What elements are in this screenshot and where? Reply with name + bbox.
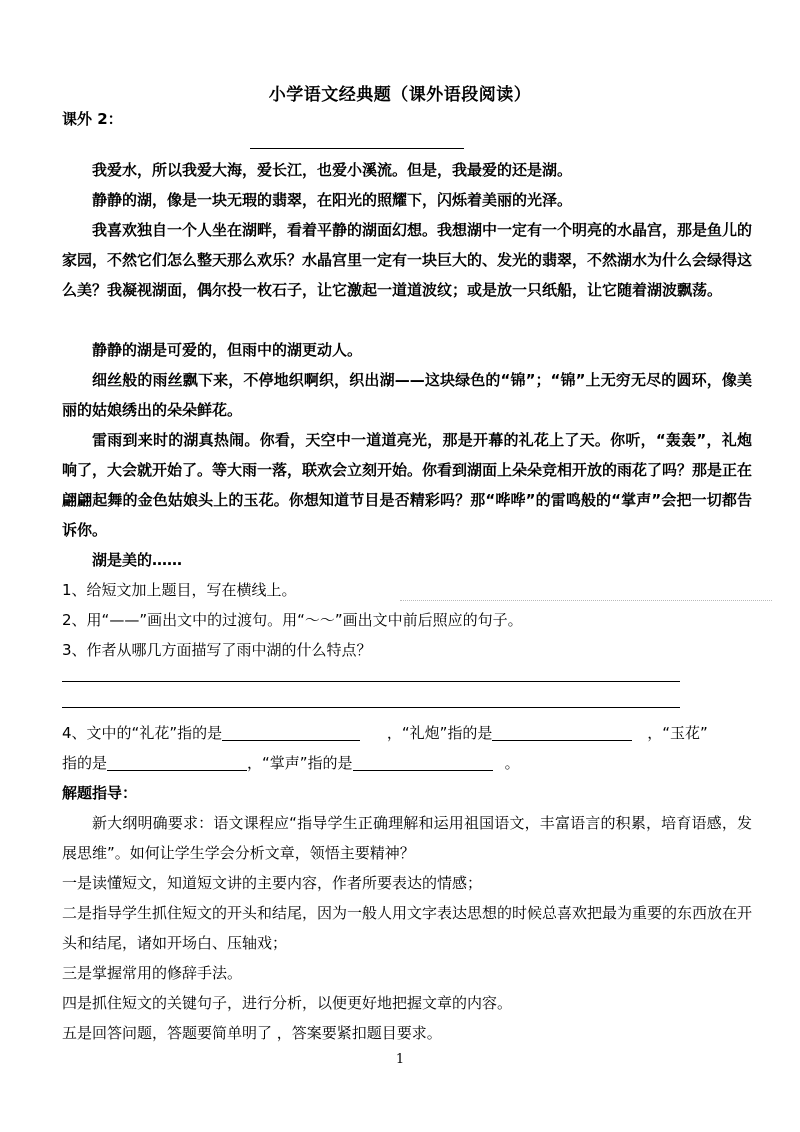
question-1: 1、给短文加上题目，写在横线上。 [62,581,297,599]
blank-lipao [492,722,632,741]
question-4-part-f: 。 [504,754,520,772]
question-3: 3、作者从哪几方面描写了雨中湖的什么特点？ [62,641,372,659]
question-4-part-e: ，“掌声”指的是 [247,754,353,772]
passage-paragraph-6: 雷雨到来时的湖真热闹。你看，天空中一道道亮光，那是开幕的礼花上了天。你听，“轰轰”，礼炮响了，大会就开始了。等大雨一落，联欢会立刻开始。你看到湖面上朵朵竞相开放的雨花了吗？那是正在翩翩起舞的金色姑娘头上的玉花。你想知道节目是否精彩吗？那“哗哗”的雷鸣般的“掌声”会把一切都告诉你。 [62,431,753,539]
blank-lihua [222,722,360,741]
blank-yuhua [107,752,247,771]
question-4-continued [62,748,752,778]
guide-point-3: 三是掌握常用的修辞手法。 [62,964,243,982]
passage-paragraph-4: 静静的湖是可爱的，但雨中的湖更动人。 [92,341,363,359]
passage-paragraph-1: 我爱水，所以我爱大海，爱长江，也爱小溪流。但是，我最爱的还是湖。 [92,161,573,179]
passage-paragraph-5: 细丝般的雨丝飘下来，不停地织啊织，织出湖——这块绿色的“锦”；“锦”上无穷无尽的圆环，像美丽的姑娘绣出的朵朵鲜花。 [62,371,752,419]
answer-line-2 [62,707,680,708]
section-label: 课外 2： [62,110,123,128]
answer-line-1 [62,681,680,682]
question-4 [62,718,752,748]
page-number: 1 [395,1052,405,1067]
guide-point-2: 二是指导学生抓住短文的开头和结尾，因为一般人用文字表达思想的时候总喜欢把最为重要的东西放在开头和结尾，诸如开场白、压轴戏； [62,904,753,952]
question-4-part-d: 指的是 [62,754,108,772]
blank-zhangsheng [353,752,493,771]
guide-point-5: 五是回答问题，答题要简单明了 ，答案要紧扣题目要求。 [62,1024,442,1042]
passage-paragraph-3: 我喜欢独自一个人坐在湖畔，看着平静的湖面幻想。我想湖中一定有一个明亮的水晶宫，那是鱼儿的家园，不然它们怎么整天那么欢乐？水晶宫里一定有一块巨大的、发光的翡翠，不然湖水为什么会绿得这么美？我凝视湖面，偶尔投一枚石子，让它激起一道道波纹；或是放一只纸船，让它随着湖波飘荡。 [62,221,753,299]
question-4-part-c: ，“玉花” [647,724,708,742]
question-4-part-a: 4、文中的“礼花”指的是 [62,724,223,742]
passage-paragraph-2: 静静的湖，像是一块无瑕的翡翠，在阳光的照耀下，闪烁着美丽的光泽。 [92,191,573,209]
guide-point-4: 四是抓住短文的关键句子，进行分析，以便更好地把握文章的内容。 [62,994,513,1012]
title-answer-line [250,148,464,149]
question-2: 2、用“——”画出文中的过渡句。用“～～”画出文中前后照应的句子。 [62,611,523,629]
guide-heading: 解题指导： [62,784,138,802]
guide-intro: 新大纲明确要求：语文课程应“指导学生正确理解和运用祖国语文，丰富语言的积累，培育语感，发展思维”。如何让学生学会分析文章，领悟主要精神？ [62,814,752,862]
page-title: 小学语文经典题（课外语段阅读） [268,85,532,105]
question-4-part-b: ，“礼炮”指的是 [386,724,493,742]
dotted-divider [400,600,772,601]
guide-point-1: 一是读懂短文，知道短文讲的主要内容，作者所要表达的情感； [62,874,483,892]
passage-paragraph-7: 湖是美的…… [92,551,183,569]
